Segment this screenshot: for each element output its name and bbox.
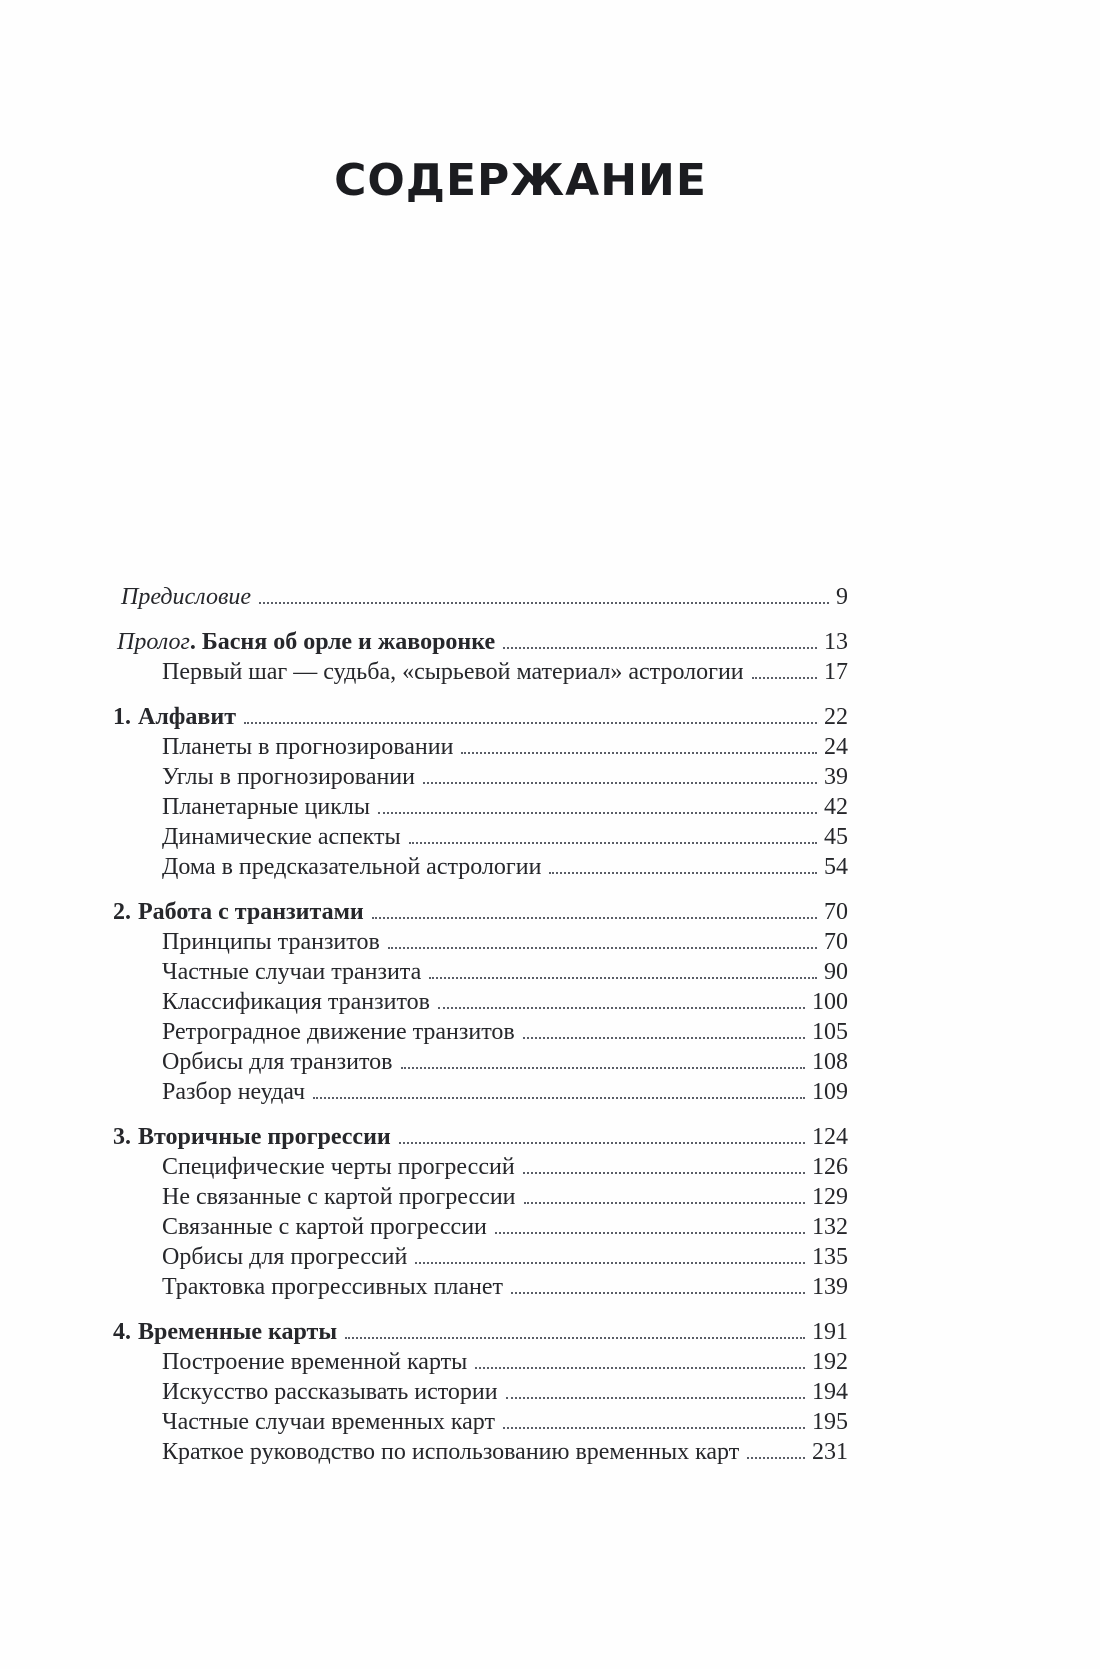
page-number: 231 <box>812 1439 848 1466</box>
toc-entry <box>113 1379 848 1409</box>
page-number: 108 <box>812 1049 848 1076</box>
chapter-number: 3. <box>113 1124 131 1151</box>
toc-entry <box>113 764 848 794</box>
toc-entry <box>113 1214 848 1244</box>
page-number: 70 <box>824 899 848 926</box>
toc-entry <box>113 1439 848 1469</box>
toc-entry <box>113 1319 848 1349</box>
page-number: 129 <box>812 1184 848 1211</box>
leader-dots <box>495 1232 805 1234</box>
chapter-number: 2. <box>113 899 131 926</box>
page-number: 45 <box>824 824 848 851</box>
toc-entry <box>113 959 848 989</box>
leader-dots <box>503 647 817 649</box>
page-number: 9 <box>836 584 848 611</box>
toc-entry <box>113 1049 848 1079</box>
leader-dots <box>423 782 817 784</box>
entry-label: Трактовка прогрессивных планет <box>162 1274 504 1301</box>
page-number: 42 <box>824 794 848 821</box>
leader-dots <box>747 1457 805 1459</box>
page-number: 100 <box>812 989 848 1016</box>
leader-dots <box>523 1037 805 1039</box>
entry-label: Работа с транзитами <box>138 899 364 926</box>
entry-label: Связанные с картой прогрессии <box>162 1214 487 1241</box>
entry-label: Планеты в прогнозировании <box>162 734 454 761</box>
chapter-number: 1. <box>113 704 131 731</box>
leader-dots <box>415 1262 805 1264</box>
leader-dots <box>549 872 817 874</box>
leader-dots <box>244 722 817 724</box>
page-number: 17 <box>824 659 848 686</box>
leader-dots <box>313 1097 805 1099</box>
leader-dots <box>399 1142 805 1144</box>
leader-dots <box>506 1397 805 1399</box>
page-number: 192 <box>812 1349 848 1376</box>
entry-label: Дома в предсказательной астрологии <box>162 854 542 881</box>
leader-dots <box>461 752 817 754</box>
page-number: 135 <box>812 1244 848 1271</box>
entry-label: Принципы транзитов <box>162 929 380 956</box>
entry-label: Предисловие <box>121 584 252 611</box>
entry-label: Углы в прогнозировании <box>162 764 415 791</box>
entry-label: Первый шаг — судьба, «сырьевой материал» астрологии <box>162 659 744 686</box>
entry-label: Частные случаи временных карт <box>162 1409 495 1436</box>
toc-group <box>113 899 848 1109</box>
toc-entry <box>113 1274 848 1304</box>
page-number: 24 <box>824 734 848 761</box>
toc-group <box>113 1124 848 1304</box>
toc-entry <box>113 659 848 689</box>
toc-entry <box>113 989 848 1019</box>
entry-label: Частные случаи транзита <box>162 959 422 986</box>
entry-label-bold-part: . Басня об орле и жаворонке <box>189 629 496 656</box>
leader-dots <box>401 1067 806 1069</box>
entry-label: Классификация транзитов <box>162 989 430 1016</box>
page-number: 132 <box>812 1214 848 1241</box>
toc-entry <box>113 629 848 659</box>
page-number: 195 <box>812 1409 848 1436</box>
toc-entry <box>113 1124 848 1154</box>
toc-entry <box>113 704 848 734</box>
entry-label <box>117 629 495 656</box>
page-number: 22 <box>824 704 848 731</box>
page-number: 54 <box>824 854 848 881</box>
toc-group <box>113 1319 848 1469</box>
page-number: 13 <box>824 629 848 656</box>
entry-label: Динамические аспекты <box>162 824 401 851</box>
toc-entry <box>113 854 848 884</box>
page-number: 105 <box>812 1019 848 1046</box>
toc-entry <box>113 584 848 614</box>
entry-label: Специфические черты прогрессий <box>162 1154 515 1181</box>
toc-entry <box>113 734 848 764</box>
leader-dots <box>503 1427 805 1429</box>
toc-entry <box>113 899 848 929</box>
leader-dots <box>409 842 817 844</box>
leader-dots <box>511 1292 805 1294</box>
entry-label: Вторичные прогрессии <box>138 1124 391 1151</box>
entry-label-italic-part: Пролог <box>117 629 190 656</box>
page-number: 70 <box>824 929 848 956</box>
page-number: 90 <box>824 959 848 986</box>
toc-entry <box>113 1154 848 1184</box>
entry-label: Орбисы для транзитов <box>162 1049 393 1076</box>
leader-dots <box>524 1202 805 1204</box>
toc-entry <box>113 824 848 854</box>
leader-dots <box>345 1337 805 1339</box>
page-number: 191 <box>812 1319 848 1346</box>
leader-dots <box>475 1367 805 1369</box>
entry-label: Планетарные циклы <box>162 794 370 821</box>
toc-group <box>113 704 848 884</box>
entry-label: Краткое руководство по использованию временных карт <box>162 1439 740 1466</box>
entry-label: Разбор неудач <box>162 1079 306 1106</box>
chapter-number: 4. <box>113 1319 131 1346</box>
toc-entry <box>113 794 848 824</box>
leader-dots <box>388 947 817 949</box>
toc-entry <box>113 1184 848 1214</box>
toc-entry <box>113 929 848 959</box>
toc-entry <box>113 1349 848 1379</box>
entry-label: Искусство рассказывать истории <box>162 1379 498 1406</box>
page-number: 139 <box>812 1274 848 1301</box>
page-number: 124 <box>812 1124 848 1151</box>
leader-dots <box>372 917 817 919</box>
leader-dots <box>259 602 829 604</box>
toc-entry <box>113 1409 848 1439</box>
entry-label: Ретроградное движение транзитов <box>162 1019 515 1046</box>
entry-label: Алфавит <box>138 704 236 731</box>
toc-entry <box>113 1079 848 1109</box>
entry-label: Временные карты <box>138 1319 338 1346</box>
entry-label: Орбисы для прогрессий <box>162 1244 408 1271</box>
entry-label: Построение временной карты <box>162 1349 468 1376</box>
toc-group <box>113 629 848 689</box>
toc <box>113 584 848 1469</box>
page-number: 194 <box>812 1379 848 1406</box>
toc-entry <box>113 1019 848 1049</box>
leader-dots <box>438 1007 805 1009</box>
leader-dots <box>752 677 817 679</box>
leader-dots <box>429 977 817 979</box>
leader-dots <box>378 812 817 814</box>
toc-group <box>113 584 848 614</box>
entry-label: Не связанные с картой прогрессии <box>162 1184 516 1211</box>
toc-entry <box>113 1244 848 1274</box>
page-number: 109 <box>812 1079 848 1106</box>
page-number: 126 <box>812 1154 848 1181</box>
page-title: СОДЕРЖАНИЕ <box>334 155 707 206</box>
leader-dots <box>523 1172 805 1174</box>
page-number: 39 <box>824 764 848 791</box>
